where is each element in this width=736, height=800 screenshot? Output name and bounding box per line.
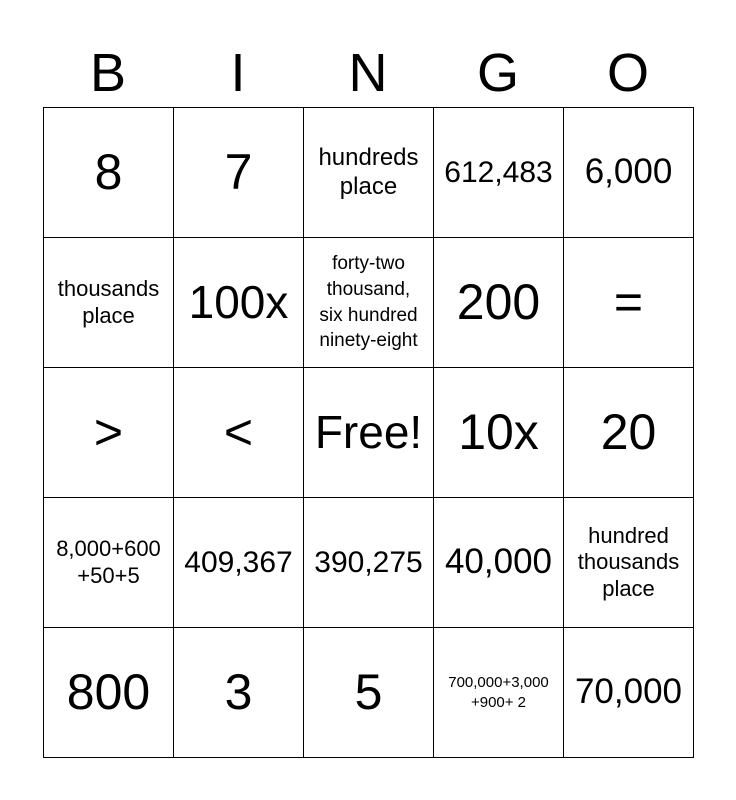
cell-text: hundred thousands place	[577, 522, 680, 601]
cell-text: hundreds place	[318, 143, 419, 200]
cell-text: 20	[600, 404, 657, 460]
bingo-cell[interactable]	[44, 108, 174, 238]
cell-text: 200	[456, 274, 541, 330]
cell-text: 409,367	[184, 546, 293, 579]
bingo-cell[interactable]	[174, 498, 304, 628]
header-letter-o: O	[606, 43, 649, 103]
bingo-cell[interactable]	[564, 498, 694, 628]
bingo-cell[interactable]	[434, 108, 564, 238]
cell-text: thousands place	[57, 276, 160, 328]
bingo-header	[43, 40, 693, 106]
cell-text: >	[93, 404, 124, 460]
cell-text: 100x	[188, 276, 289, 329]
bingo-cell[interactable]	[434, 238, 564, 368]
bingo-cell[interactable]	[564, 368, 694, 498]
cell-text: 6,000	[584, 152, 673, 192]
bingo-cell[interactable]	[174, 368, 304, 498]
bingo-cell[interactable]	[434, 498, 564, 628]
bingo-cell[interactable]	[174, 628, 304, 758]
cell-text: 40,000	[444, 542, 553, 582]
cell-text: 3	[224, 664, 253, 720]
bingo-cell[interactable]	[44, 498, 174, 628]
cell-text: forty-two thousand, six hundred ninety-eight	[319, 253, 418, 352]
bingo-cell[interactable]	[174, 108, 304, 238]
cell-text: 8,000+600 +50+5	[56, 536, 161, 588]
bingo-cell[interactable]	[304, 238, 434, 368]
bingo-cell[interactable]	[304, 628, 434, 758]
cell-text: 390,275	[314, 546, 423, 579]
bingo-cell[interactable]	[564, 108, 694, 238]
bingo-cell[interactable]	[434, 628, 564, 758]
bingo-cell[interactable]	[44, 368, 174, 498]
cell-text: 70,000	[574, 672, 683, 712]
free-cell[interactable]	[304, 368, 434, 498]
header-letter-b: B	[89, 43, 127, 103]
cell-text: <	[223, 404, 254, 460]
bingo-board	[43, 107, 694, 758]
cell-text: 8	[94, 144, 123, 200]
bingo-cell[interactable]	[304, 108, 434, 238]
bingo-cell[interactable]	[44, 628, 174, 758]
bingo-cell[interactable]	[564, 238, 694, 368]
cell-text: 7	[224, 144, 253, 200]
bingo-cell[interactable]	[44, 238, 174, 368]
bingo-cell[interactable]	[564, 628, 694, 758]
cell-text: 10x	[458, 404, 539, 460]
cell-text: 700,000+3,000 +900+ 2	[448, 674, 549, 711]
header-letter-n: N	[348, 43, 388, 103]
bingo-cell[interactable]	[174, 238, 304, 368]
cell-text: 800	[66, 664, 151, 720]
bingo-cell[interactable]	[304, 498, 434, 628]
bingo-cell[interactable]	[434, 368, 564, 498]
cell-text: =	[613, 274, 644, 330]
cell-text: 5	[354, 664, 383, 720]
cell-text: 612,483	[444, 156, 553, 189]
cell-text: Free!	[314, 406, 423, 459]
header-letter-g: G	[476, 43, 519, 103]
header-letter-i: I	[230, 43, 246, 103]
